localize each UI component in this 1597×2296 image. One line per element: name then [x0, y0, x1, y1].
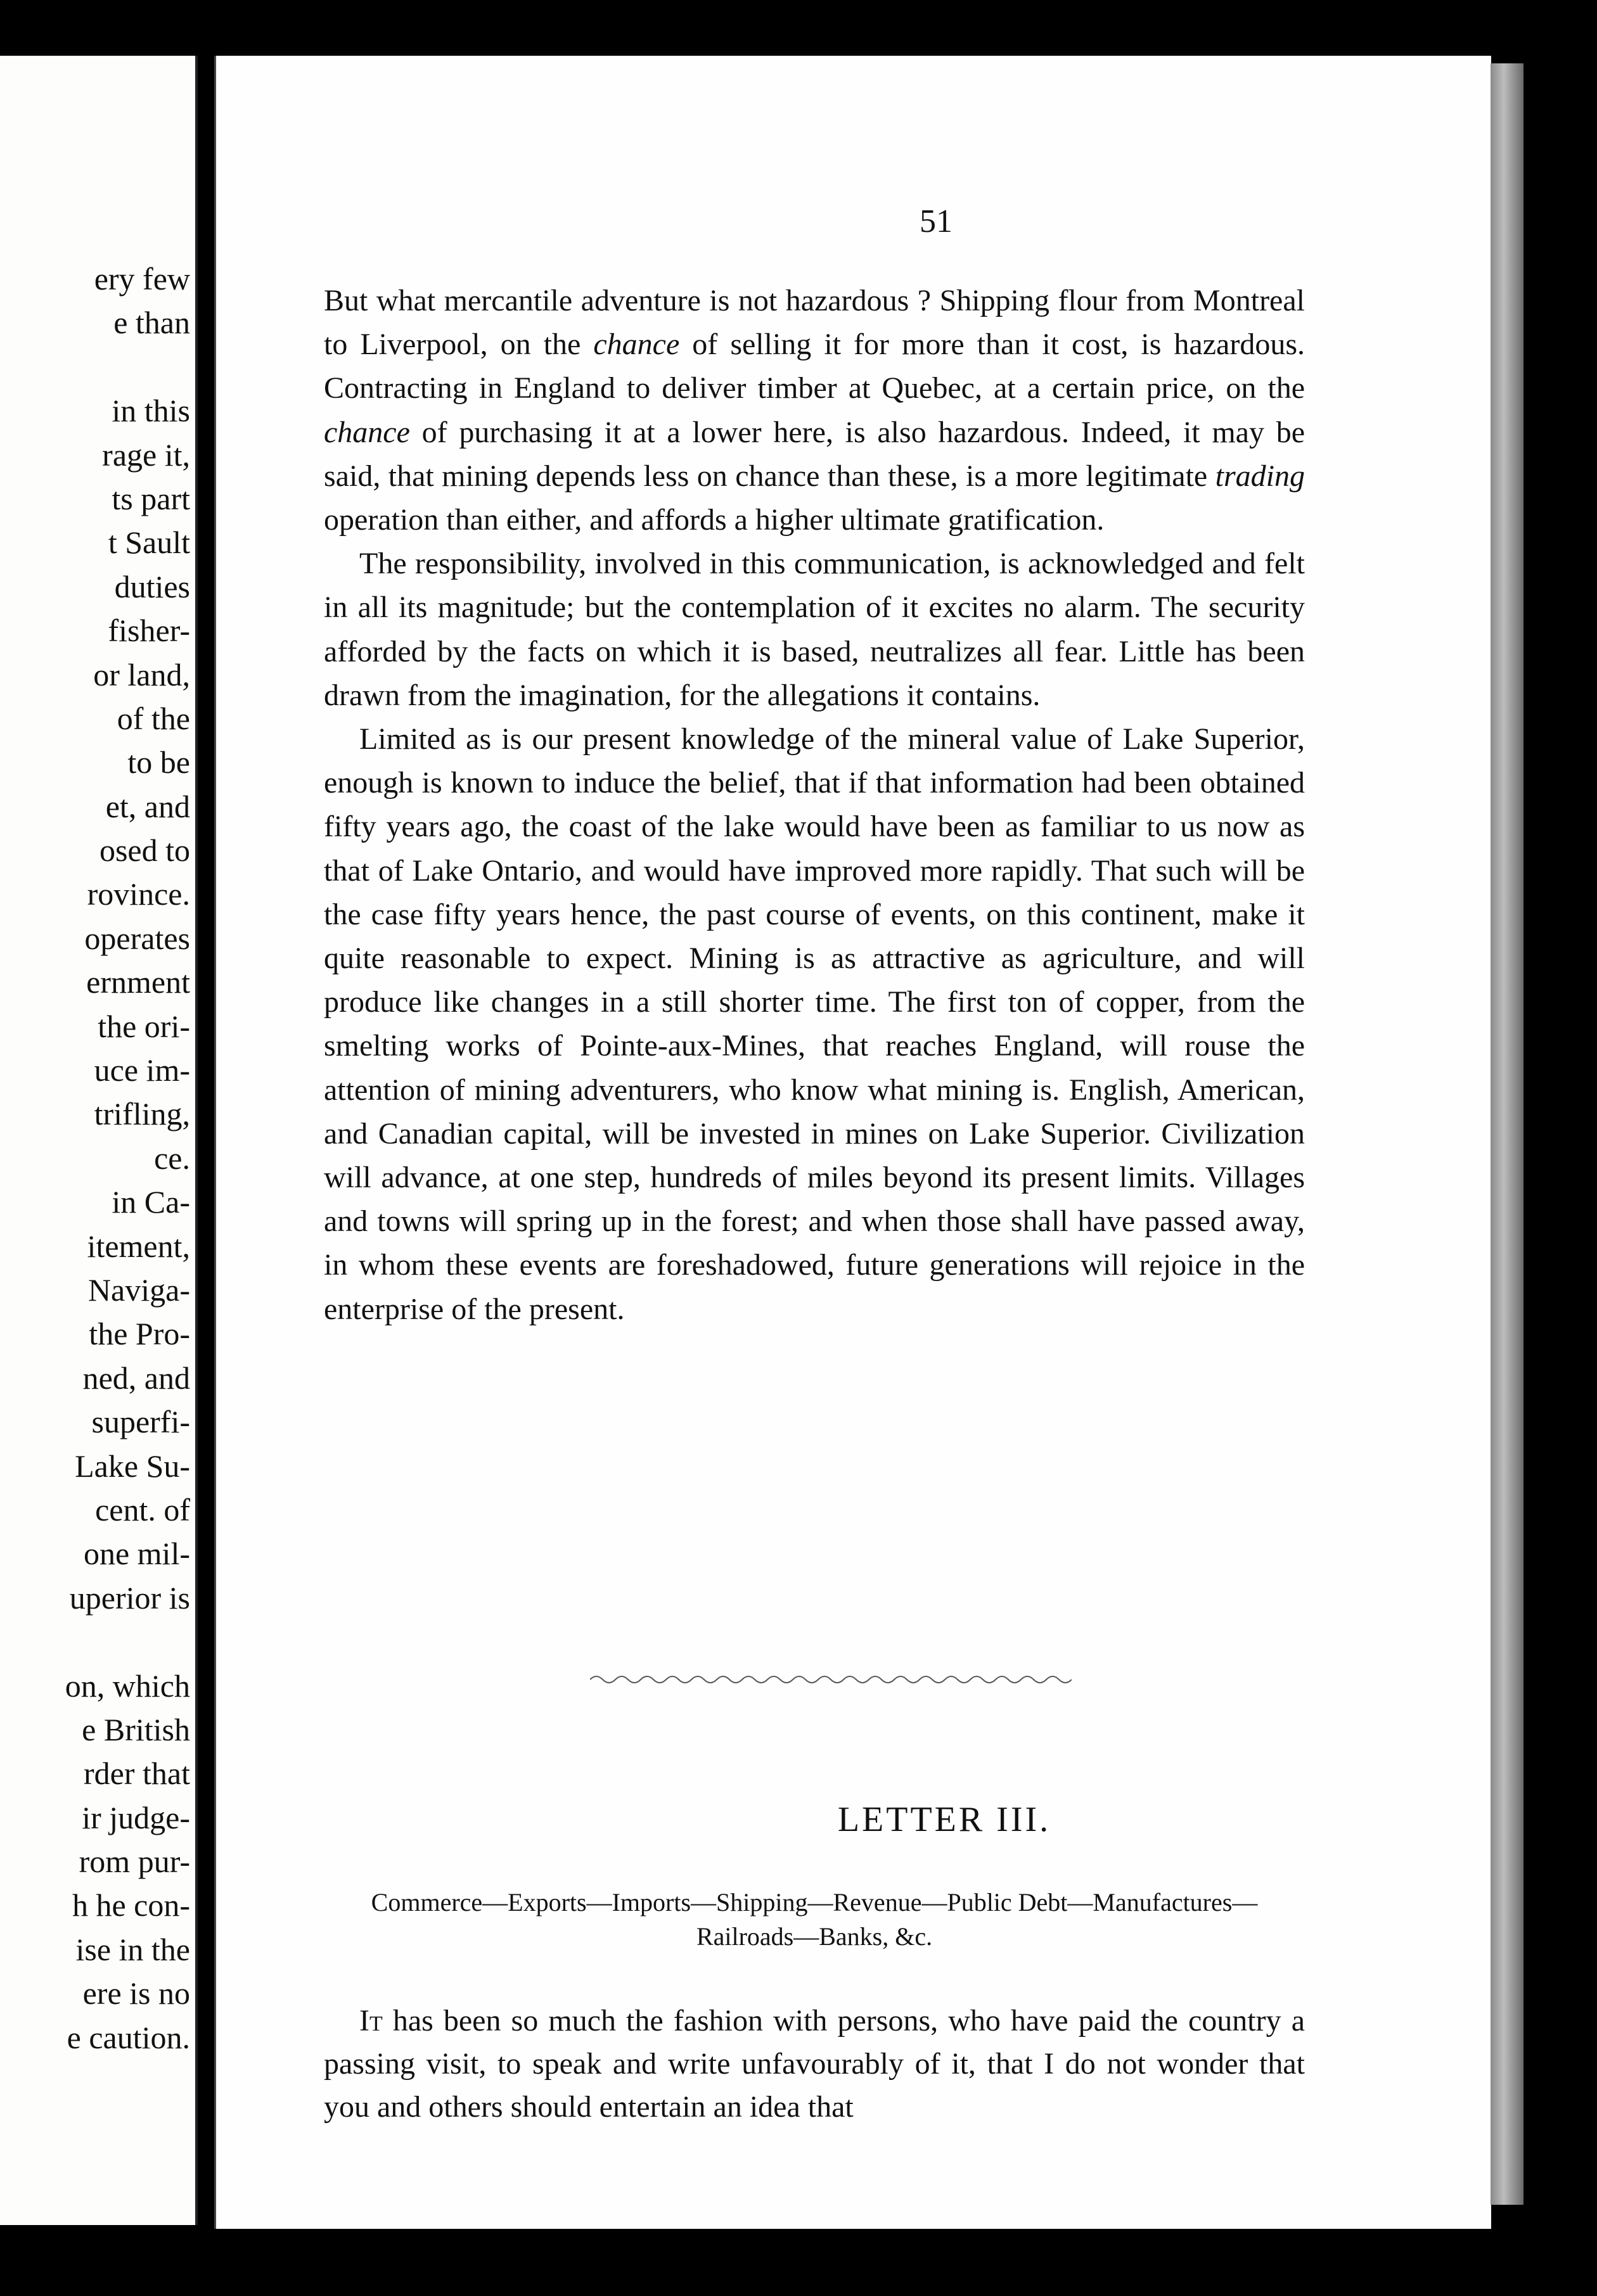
facing-page-line: ise in the	[75, 1931, 190, 1967]
facing-page-line: e British	[82, 1711, 190, 1747]
section-divider-ornament	[590, 1670, 1072, 1689]
facing-page-line: uce im-	[94, 1052, 190, 1088]
facing-page-line: rom pur-	[79, 1844, 190, 1880]
facing-page-line: ery few	[94, 261, 190, 297]
paragraph-text: operation than either, and affords a higher ultimate gratification.	[324, 503, 1105, 537]
paragraph-text: of selling it for more than it cost, is hazardous. Contracting in England to deliver timber at Quebec, at a certain price, on the	[324, 328, 1305, 405]
facing-page-line: of the	[117, 700, 190, 736]
letter-opening-text: has been so much the fashion with persons, who have paid the country a passing visit, to speak and write unfavourably of it, that I do not wonder that you and others should entertain an idea that	[324, 2004, 1305, 2124]
body-paragraph	[324, 279, 1305, 542]
facing-page-line: cent. of	[95, 1491, 190, 1527]
italic-word: chance	[324, 415, 410, 449]
facing-page-line: h he con-	[72, 1887, 190, 1923]
facing-page-line: operates	[84, 920, 190, 956]
facing-page-line: rder that	[84, 1756, 190, 1792]
facing-page-line: Naviga-	[87, 1272, 190, 1308]
facing-page-line: uperior is	[69, 1579, 190, 1616]
facing-page-line: ere is no	[82, 1975, 190, 2012]
facing-page-text	[0, 257, 190, 2060]
facing-page-line: t Sault	[108, 525, 190, 561]
facing-page-line: ir judge-	[82, 1799, 190, 1835]
paragraph-text: of purchasing it at a lower here, is also hazardous. Indeed, it may be said, that mining depends less on chance than these, is a more legitimate	[324, 415, 1305, 493]
facing-page-line: ned, and	[82, 1360, 190, 1396]
facing-page-line: superfi-	[91, 1404, 190, 1440]
facing-page-line: in Ca-	[112, 1184, 190, 1220]
facing-page-line: trifling,	[94, 1096, 190, 1132]
facing-page-line: or land,	[93, 656, 190, 692]
facing-page-line: itement,	[87, 1228, 190, 1264]
facing-page-line	[0, 1620, 190, 1664]
letter-opening-paragraph	[324, 1999, 1305, 2129]
facing-page-line: duties	[114, 568, 190, 604]
facing-page-line: rage it,	[102, 437, 190, 473]
facing-page-line: ce.	[154, 1140, 190, 1176]
facing-page-line: one mil-	[83, 1536, 190, 1572]
letter-heading: LETTER III.	[837, 1800, 1051, 1839]
facing-page-line: ts part	[112, 480, 190, 516]
facing-page-line: in this	[112, 393, 190, 429]
page-number: 51	[920, 203, 952, 239]
facing-page-line: to be	[127, 744, 190, 781]
facing-page-line	[0, 345, 190, 389]
letter-summary: Commerce—Exports—Imports—Shipping—Revenue—Public Debt—Manufactures—Railroads—Banks, &c.	[371, 1888, 1258, 1951]
paragraph-text: But what mercantile adventure is not hazardous ? Shipping flour from Montreal to Liverpool, on the	[324, 284, 1305, 362]
facing-page-line: et, and	[105, 788, 190, 824]
facing-page-line: e caution.	[67, 2019, 190, 2055]
facing-page-line: e than	[113, 305, 190, 341]
page-body	[324, 279, 1305, 1331]
body-paragraph	[324, 542, 1305, 717]
facing-page-line: osed to	[99, 832, 190, 869]
facing-page-line: the Pro-	[89, 1316, 190, 1352]
facing-page-line: fisher-	[108, 613, 190, 649]
facing-page-line: rovince.	[87, 876, 190, 912]
facing-page-left	[0, 56, 198, 2225]
paragraph-text: Limited as is our present knowledge of the mineral value of Lake Superior, enough is known to induce the belief, that if that information had been obtained fifty years ago, the coast of the lake would have been as familiar to us now as that of Lake Ontario, and would have improved more rapidly. That such will be the case fifty years hence, the past course of events, on this continent, make it quite reasonable to expect. Mining is as attractive as agriculture, and will produce like changes in a still shorter time. The first ton of copper, from the smelting works of Pointe-aux-Mines, that reaches England, will rouse the attention of mining adventurers, who know what mining is. English, American, and Canadian capital, will be invested in mines on Lake Superior. Civilization will advance, at one step, hundreds of miles beyond its present limits. Villages and towns will spring up in the forest; and when those shall have passed away, in whom these events are foreshadowed, future generations will rejoice in the enterprise of the present.	[324, 722, 1305, 1326]
facing-page-line: on, which	[65, 1668, 190, 1704]
drop-word: It	[359, 2004, 383, 2038]
facing-page-line: ernment	[86, 964, 190, 1000]
book-page	[214, 56, 1491, 2229]
body-paragraph	[324, 717, 1305, 1331]
page-edge-shadow	[1491, 63, 1523, 2205]
paragraph-text: The responsibility, involved in this communication, is acknowledged and felt in all its magnitude; but the contemplation of it excites no alarm. The security afforded by the facts on which it is based, neutralizes all fear. Little has been drawn from the imagination, for the allegations it contains.	[324, 547, 1305, 712]
facing-page-line: the ori-	[98, 1008, 190, 1044]
italic-word: chance	[593, 328, 680, 362]
facing-page-line: Lake Su-	[75, 1448, 190, 1484]
italic-word: trading	[1215, 459, 1305, 493]
